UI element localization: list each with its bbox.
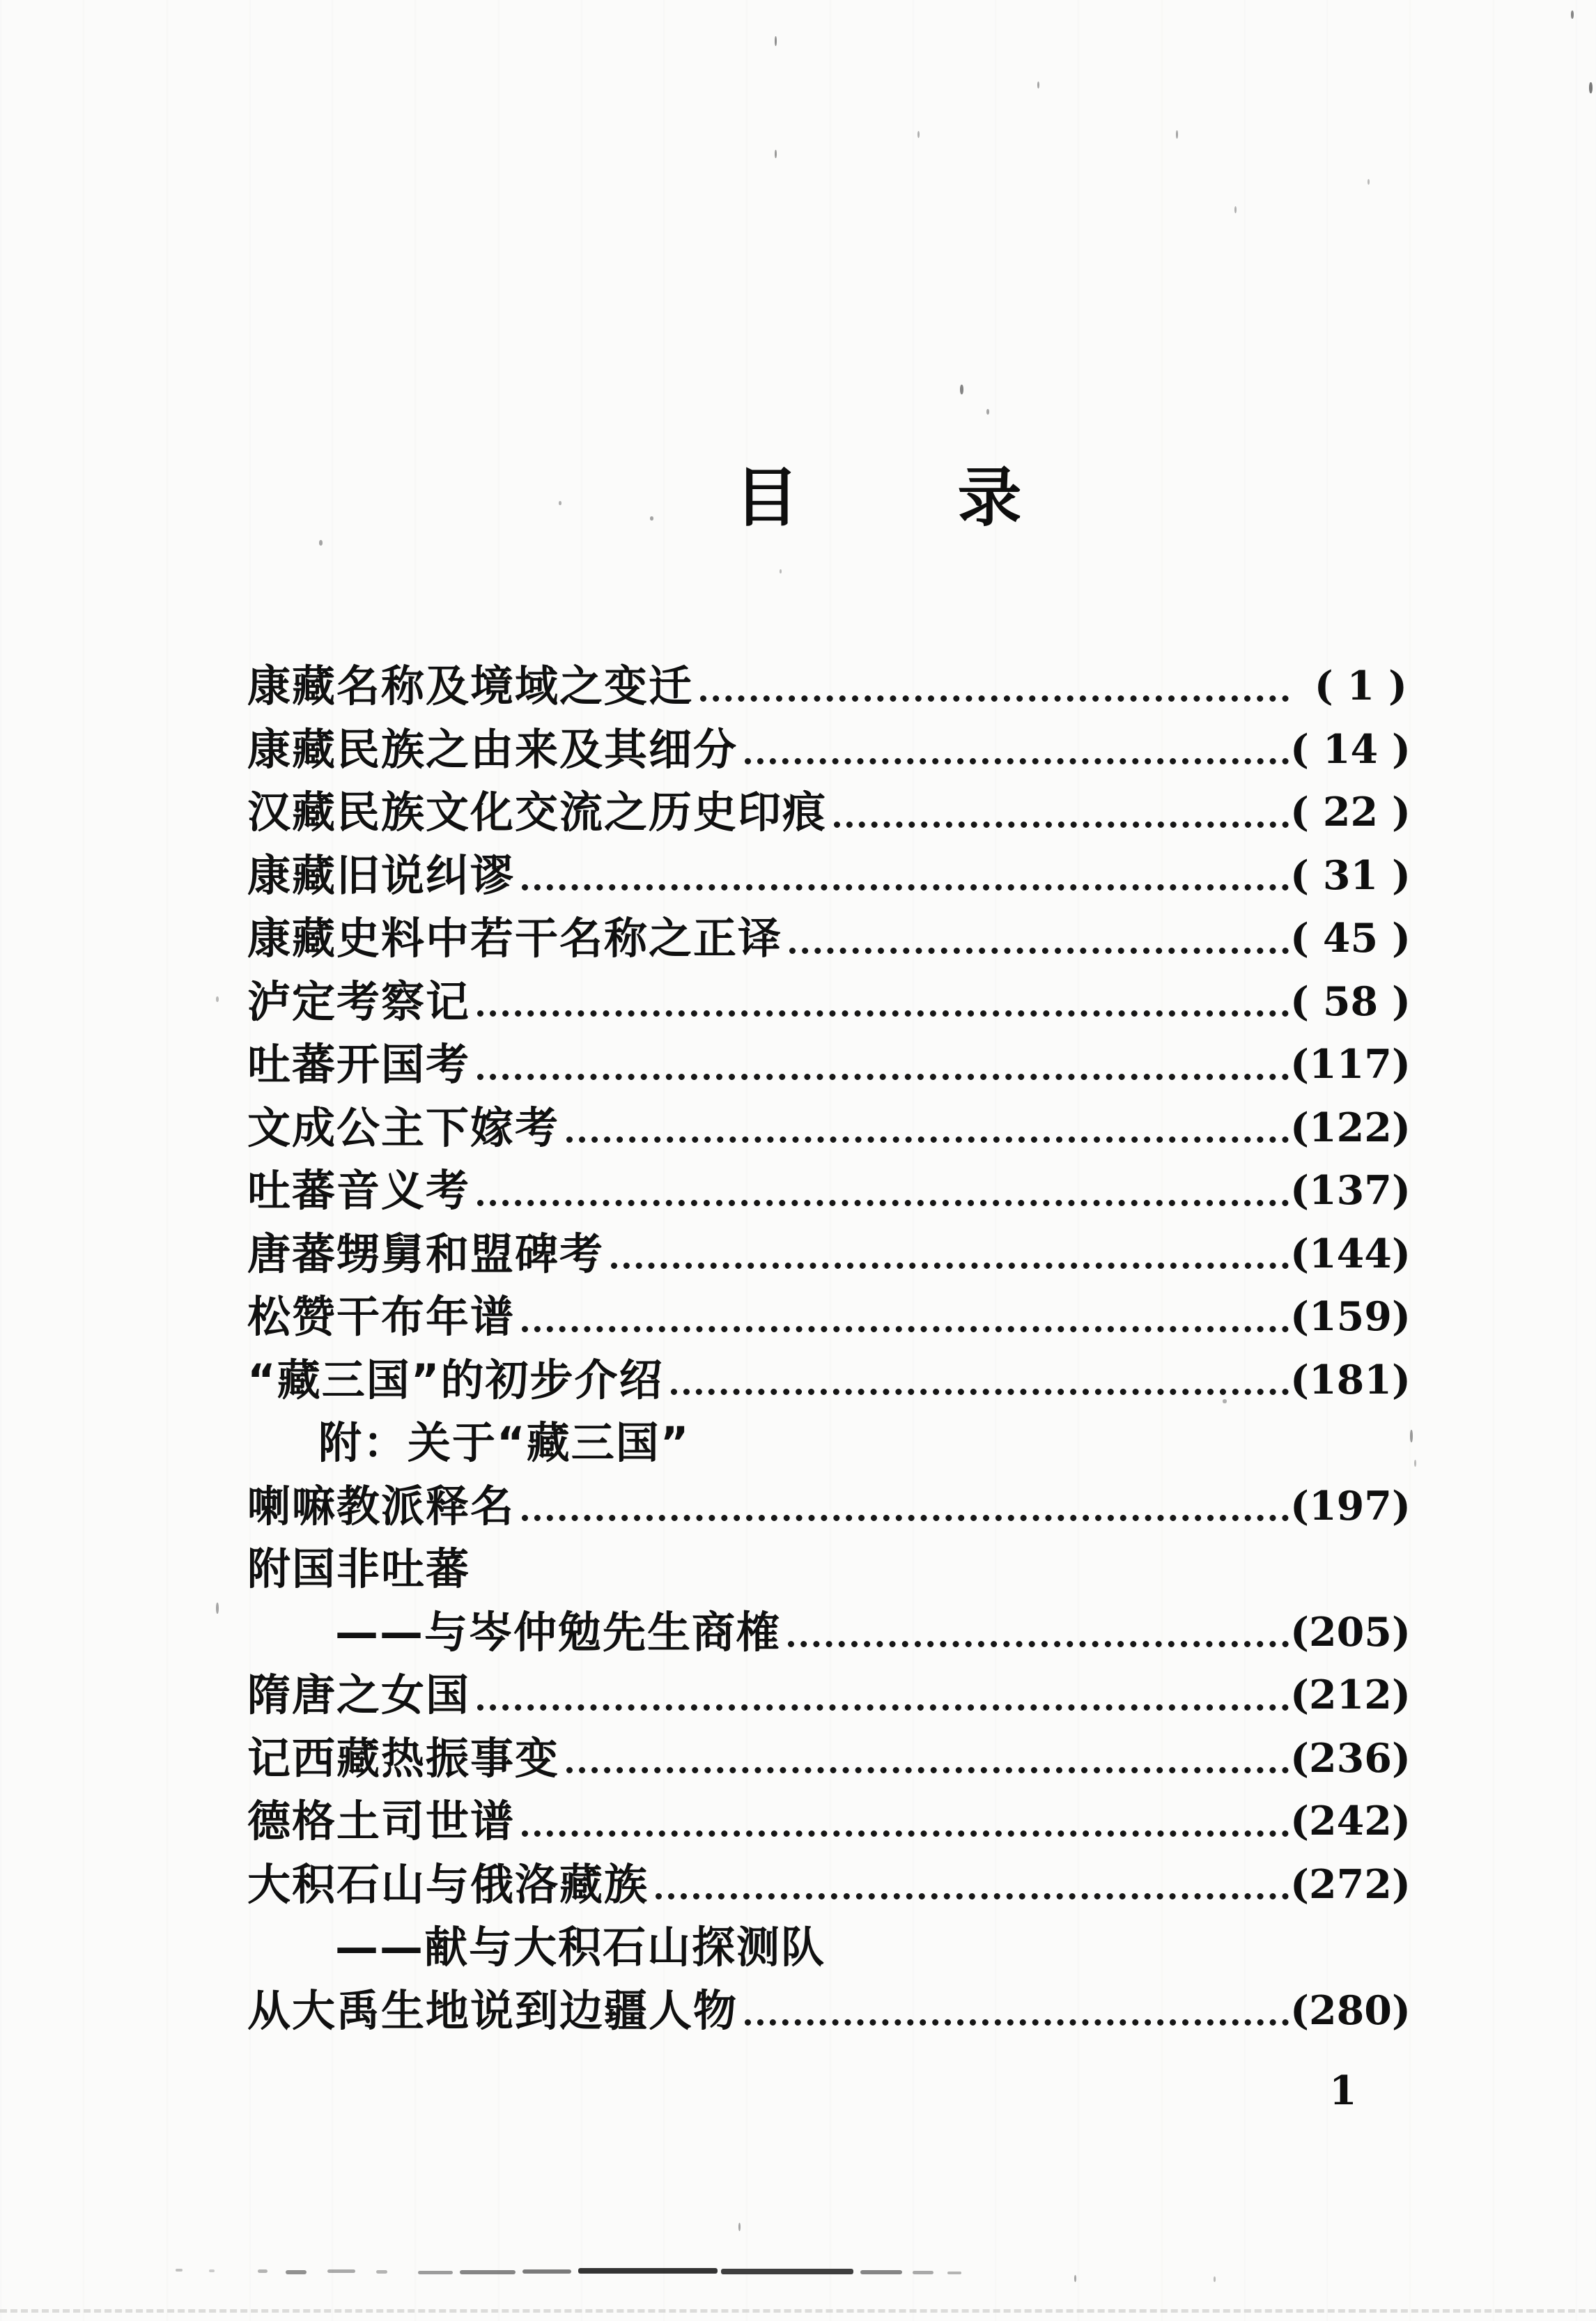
- dot-leader: [559, 1097, 1290, 1160]
- scan-artifact: [1589, 82, 1593, 93]
- toc-entry: [247, 1853, 1411, 1917]
- scan-artifact: [418, 2271, 453, 2274]
- dot-leader: [664, 1349, 1291, 1412]
- scan-artifact: [216, 996, 219, 1002]
- scan-artifact: [1176, 130, 1178, 139]
- dot-leader: [515, 845, 1290, 908]
- page-title-char-right: 录: [957, 460, 1022, 535]
- toc-entry-page-number: (159): [1290, 1293, 1411, 1340]
- toc-entry: [247, 1601, 1411, 1665]
- toc-entry-page-number: (122): [1290, 1104, 1411, 1151]
- dot-leader: [649, 1853, 1290, 1917]
- toc-entry: [247, 1790, 1411, 1853]
- scan-artifact: [559, 501, 561, 505]
- scan-artifact: [960, 385, 963, 394]
- toc-entry-page-number: (117): [1290, 1041, 1411, 1088]
- toc-entry-title: 康藏旧说纠谬: [247, 849, 516, 901]
- toc-entry: [247, 1664, 1411, 1727]
- toc-entry-page-number: ( 31 ): [1290, 851, 1411, 899]
- scan-bottom-edge: [0, 2309, 1596, 2313]
- toc-entry: [247, 1916, 1407, 1980]
- toc-entry-title: 吐蕃音义考: [247, 1165, 471, 1216]
- scan-artifact: [1223, 1399, 1227, 1403]
- toc-entry-title: 喇嘛教派释名: [247, 1480, 516, 1532]
- toc-entry: [247, 1980, 1411, 2043]
- toc-entry-page-number: ( 22 ): [1290, 789, 1411, 835]
- scan-artifact: [780, 569, 782, 573]
- toc-entry-page-number: (280): [1290, 1987, 1411, 2034]
- toc-entry-title: 吐蕃开国考: [247, 1039, 471, 1090]
- toc-entry-title: 大积石山与俄洛藏族: [247, 1858, 649, 1910]
- page-title: [80, 460, 1596, 535]
- scan-artifact: [1037, 82, 1039, 88]
- toc-entry-title: 康藏民族之由来及其细分: [247, 723, 738, 775]
- scan-artifact: [860, 2270, 902, 2274]
- toc-entry-title: 附：关于“藏三国”: [318, 1417, 690, 1468]
- scan-artifact: [1234, 206, 1237, 213]
- scan-artifact: [1368, 179, 1370, 185]
- toc-entry-page-number: (137): [1290, 1167, 1411, 1214]
- scan-artifact: [738, 2223, 741, 2231]
- toc-entry-page-number: ( 1 ): [1314, 663, 1407, 709]
- toc-entry-page-number: (181): [1290, 1356, 1411, 1403]
- scan-artifact: [286, 2270, 307, 2274]
- scan-artifact: [176, 2269, 183, 2272]
- folio-page-number: 1: [1329, 2067, 1357, 2114]
- toc-entry-title: 从大禹生地说到边疆人物: [247, 1984, 738, 2036]
- toc-entry-title: 隋唐之女国: [247, 1670, 471, 1720]
- dot-leader: [515, 1790, 1290, 1853]
- scan-artifact: [216, 1603, 219, 1614]
- dot-leader: [738, 718, 1290, 782]
- scan-artifact: [986, 409, 989, 415]
- dot-leader: [470, 971, 1290, 1034]
- scan-artifact: [917, 131, 920, 138]
- dot-leader: [559, 1727, 1290, 1791]
- toc-entry-page-number: (144): [1290, 1230, 1411, 1277]
- toc-entry-title: 唐蕃甥舅和盟碑考: [247, 1228, 605, 1279]
- scan-artifact: [913, 2271, 933, 2274]
- toc-entry: [247, 1286, 1411, 1349]
- toc-entry: [247, 1223, 1411, 1286]
- scan-artifact: [376, 2270, 387, 2274]
- scan-artifact: [327, 2269, 355, 2273]
- scan-artifact: [1410, 1430, 1413, 1442]
- dot-leader: [470, 1159, 1290, 1223]
- toc-entry: [247, 845, 1411, 908]
- scan-artifact: [460, 2270, 516, 2274]
- toc-entry-page-number: ( 58 ): [1290, 978, 1411, 1025]
- toc-entry-title: 文成公主下嫁考: [247, 1102, 560, 1153]
- scan-artifact: [578, 2268, 718, 2274]
- toc-entry-title: “藏三国”的初步介绍: [247, 1354, 664, 1405]
- dot-leader: [604, 1223, 1290, 1286]
- dot-leader: [782, 907, 1290, 971]
- toc-entry-title: 康藏名称及境域之变迁: [247, 661, 694, 711]
- toc-entry-title: 泸定考察记: [247, 976, 471, 1027]
- scan-artifact: [209, 2269, 215, 2272]
- toc-entry: [247, 1097, 1411, 1160]
- toc-entry: [247, 655, 1407, 718]
- toc-entry: [247, 781, 1411, 845]
- scan-artifact: [947, 2272, 961, 2274]
- toc-entry-title: ——献与大积石山探测队: [335, 1922, 826, 1973]
- scan-artifact: [522, 2269, 571, 2274]
- toc-entry-title: 德格土司世谱: [247, 1796, 516, 1846]
- toc-entry-page-number: (242): [1290, 1798, 1411, 1844]
- toc-entry-page-number: (197): [1290, 1482, 1411, 1529]
- dot-leader: [470, 1664, 1290, 1727]
- dot-leader: [515, 1286, 1290, 1349]
- toc-entry: [247, 1475, 1411, 1539]
- toc-entry: [247, 907, 1411, 971]
- toc-entry-page-number: (212): [1290, 1672, 1411, 1718]
- toc-entry: [247, 971, 1411, 1034]
- toc-entry: [247, 1033, 1411, 1097]
- scan-artifact: [721, 2269, 853, 2274]
- toc-entry-page-number: ( 14 ): [1290, 725, 1411, 773]
- scan-artifact: [650, 516, 653, 521]
- dot-leader: [470, 1033, 1290, 1097]
- toc-entry-title: 汉藏民族文化交流之历史印痕: [247, 787, 828, 838]
- toc-list: [247, 655, 1411, 2042]
- scan-artifact: [1074, 2275, 1076, 2282]
- toc-entry: [247, 1159, 1411, 1223]
- toc-entry-title: 松赞干布年谱: [247, 1291, 516, 1342]
- scan-artifact: [1571, 10, 1574, 19]
- scan-artifact: [258, 2269, 268, 2273]
- scan-artifact: [775, 150, 777, 158]
- toc-entry-title: 附国非吐蕃: [247, 1543, 471, 1594]
- dot-leader: [738, 1980, 1290, 2043]
- toc-entry-title: 记西藏热振事变: [247, 1732, 560, 1784]
- toc-entry: [247, 1412, 1407, 1475]
- toc-entry: [247, 718, 1411, 782]
- toc-entry: [247, 1538, 1407, 1601]
- toc-entry-title: 康藏史料中若干名称之正译: [247, 913, 783, 964]
- dot-leader: [827, 781, 1290, 845]
- toc-entry-page-number: (236): [1290, 1734, 1411, 1782]
- toc-entry-title: ——与岑仲勉先生商榷: [335, 1606, 782, 1658]
- scan-artifact: [1414, 1460, 1416, 1467]
- toc-entry: [247, 1349, 1411, 1412]
- toc-entry-page-number: (205): [1290, 1608, 1411, 1656]
- toc-entry-page-number: (272): [1290, 1860, 1411, 1908]
- toc-entry-page-number: ( 45 ): [1290, 915, 1411, 962]
- scan-artifact: [1214, 2276, 1216, 2282]
- dot-leader: [515, 1475, 1290, 1539]
- dot-leader: [693, 655, 1290, 718]
- toc-entry: [247, 1727, 1411, 1791]
- dot-leader: [781, 1601, 1290, 1665]
- scan-artifact: [319, 540, 323, 546]
- page-title-char-left: 目: [734, 460, 799, 535]
- scan-artifact: [775, 36, 777, 46]
